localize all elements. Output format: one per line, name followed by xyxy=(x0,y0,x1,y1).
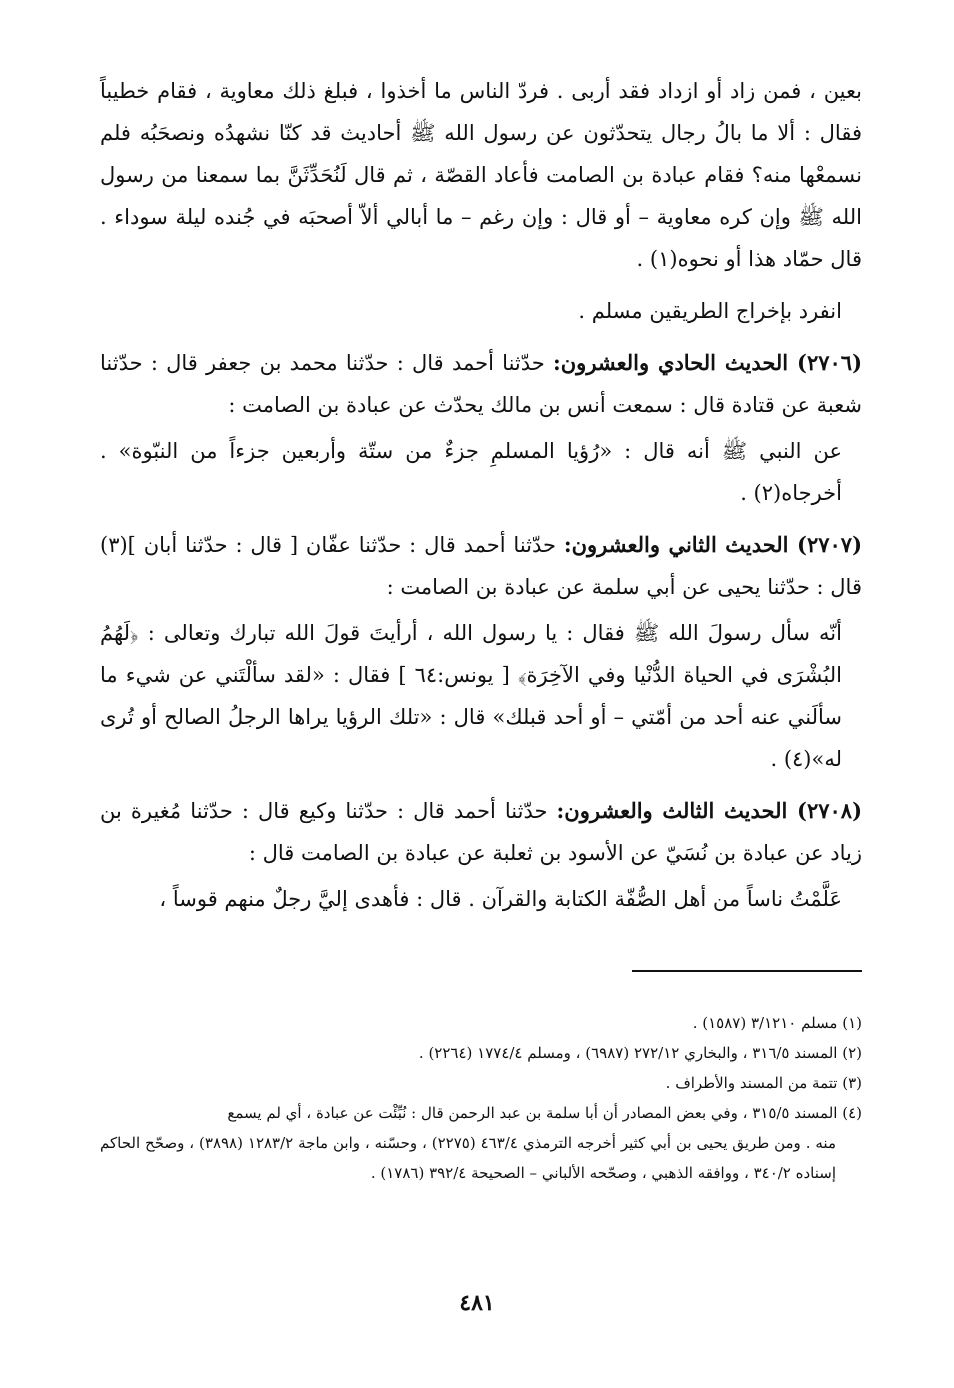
footnote-2: (٢) المسند ٣١٦/٥ ، والبخاري ٢٧٢/١٢ (٦٩٨٧) ، ومسلم ١٧٧٤/٤ (٢٢٦٤) . xyxy=(418,1044,862,1062)
main-text xyxy=(100,70,862,920)
footnote-3: (٣) تتمة من المسند والأطراف . xyxy=(665,1074,862,1092)
hadith-2707-heading: (٢٧٠٧) الحديث الثاني والعشرون: xyxy=(563,532,862,557)
hadith-2708-chain xyxy=(100,790,862,874)
hadith-2707-isnad: حدّثنا أحمد قال : حدّثنا عفّان [ قال : حدّثنا أبان ](٣) قال : حدّثنا يحيى عن أبي سلمة عن عبادة بن الصامت : xyxy=(100,533,862,599)
hadith-2706-heading: (٢٧٠٦) الحديث الحادي والعشرون: xyxy=(553,350,863,375)
hadith-2706-chain xyxy=(100,342,862,426)
footnote-4: (٤) المسند ٣١٥/٥ ، وفي بعض المصادر أن أبا سلمة بن عبد الرحمن قال : نُبِّئْت عن عبادة ، أي لم يسمع xyxy=(227,1104,862,1122)
hadith-2708-heading: (٢٧٠٨) الحديث الثالث والعشرون: xyxy=(556,798,862,823)
paragraph-2: انفرد بإخراج الطريقين مسلم . xyxy=(578,299,842,323)
hadith-2708-isnad: حدّثنا أحمد قال : حدّثنا وكيع قال : حدّثنا مُغيرة بن زياد عن عبادة بن نُسَيّ عن الأسود بن ثعلبة عن عبادة بن الصامت قال : xyxy=(100,799,862,865)
footnote-1: (١) مسلم ٣/١٢١٠ (١٥٨٧) . xyxy=(692,1014,862,1032)
hadith-2707-text: أنّه سأل رسولَ الله ﷺ فقال : يا رسول الله ، أرأيتَ قولَ الله تبارك وتعالى : ﴿لَهُمُ البُشْرَى في الحياة الدُّنْيا وفي الآخِرَة﴾ [ يونس:٦٤ ] فقال : «لقد سألْتَني عن شيء ما سألَني عنه أحد من أمّتي – أو أحد قبلك» قال : «تلك الرؤيا يراها الرجلُ الصالح أو تُرى له»(٤) . xyxy=(100,621,842,771)
page-number: ٤٨١ xyxy=(459,1290,495,1316)
hadith-2707-chain xyxy=(100,524,862,608)
footnotes xyxy=(100,1008,862,1188)
hadith-2706-text: عن النبي ﷺ أنه قال : «رُؤيا المسلمِ جزءٌ من ستّة وأربعين جزءاً من النبّوة» . أخرجاه(٢) . xyxy=(100,439,842,505)
footnote-divider xyxy=(632,970,862,972)
hadith-2708-text: عَلَّمْتُ ناساً من أهل الصُّفّة الكتابة والقرآن . قال : فأهدى إليَّ رجلٌ منهم قوساً ، xyxy=(159,887,842,911)
footnote-4-continued: منه . ومن طريق يحيى بن أبي كثير أخرجه الترمذي ٤٦٣/٤ (٢٢٧٥) ، وحسّنه ، وابن ماجة ١٢٨٣/٢ (٣٨٩٨) ، وصحّح الحاكم إسناده ٣٤٠/٢ ، ووافقه الذهبي ، وصحّحه الألباني – الصحيحة ٣٩٢/٤ (١٧٨٦) . xyxy=(100,1134,836,1182)
hadith-2706-isnad: حدّثنا أحمد قال : حدّثنا محمد بن جعفر قال : حدّثنا شعبة عن قتادة قال : سمعت أنس بن مالك يحدّث عن عبادة بن الصامت : xyxy=(100,351,862,417)
paragraph-1: بعين ، فمن زاد أو ازداد فقد أربى . فردّ الناس ما أخذوا ، فبلغ ذلك معاوية ، فقام خطيباً فقال : ألا ما بالُ رجال يتحدّثون عن رسول الله ﷺ أحاديث قد كنّا نشهدُه ونصحَبُه فلم نسمعْها منه؟ فقام عبادة بن الصامت فأعاد القصّة ، ثم قال لَنُحَدِّثَنَّ بما سمعنا من رسول الله ﷺ وإن كره معاوية – أو قال : وإن رغم – ما أبالي ألاّ أصحبَه في جُنده ليلة سوداء . قال حمّاد هذا أو نحوه(١) . xyxy=(100,79,862,271)
